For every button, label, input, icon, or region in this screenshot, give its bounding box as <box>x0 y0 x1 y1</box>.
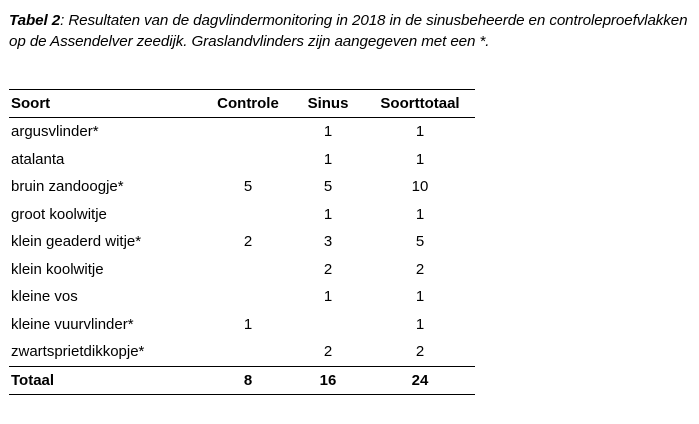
table-row <box>9 283 475 311</box>
cell-soorttotaal: 1 <box>415 205 425 223</box>
cell-soorttotaal: 10 <box>411 178 429 196</box>
cell-controle <box>205 283 291 311</box>
butterfly-monitoring-table <box>9 89 475 395</box>
cell-sinus: 2 <box>323 343 333 361</box>
cell-soorttotaal: 1 <box>415 150 425 168</box>
table-row <box>9 228 475 256</box>
cell-soort: groot koolwitje <box>11 205 107 223</box>
total-label: Totaal <box>9 366 205 394</box>
header-soorttotaal: Soorttotaal <box>365 90 475 118</box>
cell-soort: kleine vos <box>11 288 78 306</box>
cell-sinus: 1 <box>323 150 333 168</box>
cell-soorttotaal: 2 <box>415 343 425 361</box>
cell-soort: zwartsprietdikkopje* <box>11 343 145 361</box>
table-row <box>9 118 475 146</box>
cell-sinus: 1 <box>323 123 333 141</box>
cell-controle <box>205 201 291 229</box>
cell-soort: kleine vuurvlinder* <box>11 315 134 333</box>
cell-controle: 1 <box>243 315 253 333</box>
table-row <box>9 201 475 229</box>
total-row <box>9 366 475 394</box>
cell-controle <box>205 256 291 284</box>
table-row <box>9 146 475 174</box>
header-controle: Controle <box>205 90 291 118</box>
cell-sinus: 1 <box>323 288 333 306</box>
cell-soorttotaal: 5 <box>415 233 425 251</box>
cell-soorttotaal: 1 <box>415 123 425 141</box>
cell-soorttotaal: 1 <box>415 315 425 333</box>
table-row <box>9 256 475 284</box>
caption-text: : Resultaten van de dagvlindermonitoring in 2018 in de sinusbeheerde en controleproefvlakken op de Assendelver zeedijk. Graslandvlinders zijn aangegeven met een *. <box>9 12 688 50</box>
table-row <box>9 173 475 201</box>
table-row <box>9 338 475 366</box>
header-row <box>9 90 475 118</box>
total-sinus: 16 <box>291 366 365 394</box>
cell-controle <box>205 146 291 174</box>
cell-sinus: 3 <box>323 233 333 251</box>
cell-soorttotaal: 1 <box>415 288 425 306</box>
cell-sinus <box>291 311 365 339</box>
cell-controle: 2 <box>243 233 253 251</box>
cell-sinus: 5 <box>323 178 333 196</box>
cell-soort: klein geaderd witje* <box>11 233 142 251</box>
total-soorttotaal: 24 <box>365 366 475 394</box>
cell-sinus: 2 <box>323 260 333 278</box>
cell-sinus: 1 <box>323 205 333 223</box>
cell-controle <box>205 118 291 146</box>
caption-label: Tabel 2 <box>9 12 61 29</box>
cell-soort: bruin zandoogje* <box>11 178 124 196</box>
table-row <box>9 311 475 339</box>
table-caption <box>9 10 695 52</box>
header-soort: Soort <box>9 90 205 118</box>
cell-controle <box>205 338 291 366</box>
cell-controle: 5 <box>243 178 253 196</box>
header-sinus: Sinus <box>291 90 365 118</box>
cell-soort: atalanta <box>11 150 65 168</box>
cell-soort: klein koolwitje <box>11 260 104 278</box>
total-controle: 8 <box>205 366 291 394</box>
cell-soorttotaal: 2 <box>415 260 425 278</box>
cell-soort: argusvlinder* <box>11 123 99 141</box>
